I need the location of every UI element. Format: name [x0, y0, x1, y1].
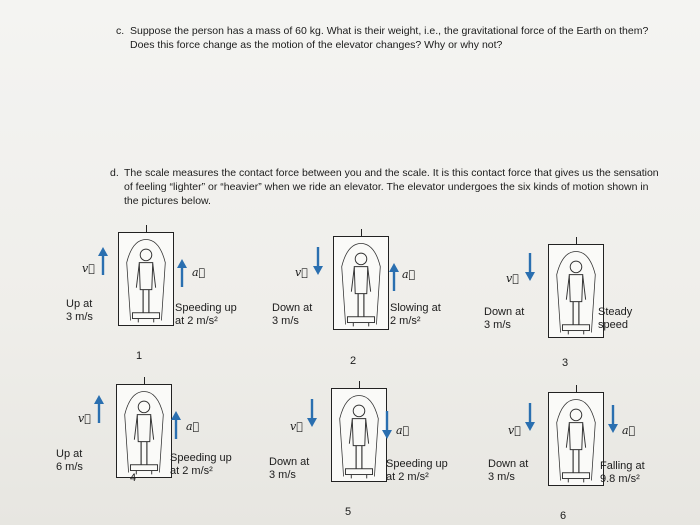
person-on-scale — [334, 237, 388, 329]
panel-number: 3 — [562, 357, 569, 369]
acceleration-label: Steady speed — [598, 306, 633, 331]
velocity-label: Down at 3 m/s — [484, 306, 525, 331]
question-c-text: Suppose the person has a mass of 60 kg. What is their weight, i.e., the gravitational force of the Earth on them? Does this force change as the motion of the elevator changes? Why or why not? — [130, 25, 649, 51]
elevator-cab — [548, 244, 604, 338]
velocity-label: Down at 3 m/s — [269, 456, 310, 481]
question-d-letter: d. — [110, 167, 119, 179]
panel-number: 2 — [350, 355, 357, 367]
elevator-cab — [116, 384, 172, 478]
velocity-symbol: v⃗ — [295, 266, 308, 279]
acceleration-symbol: a⃗ — [622, 424, 636, 437]
person-on-scale — [117, 385, 171, 477]
velocity-label: Up at 6 m/s — [56, 448, 83, 473]
acceleration-arrow-icon — [170, 410, 182, 440]
panel-number: 1 — [136, 350, 143, 362]
person-on-scale — [549, 245, 603, 337]
person-on-scale — [119, 233, 173, 325]
velocity-arrow-icon — [312, 246, 324, 276]
acceleration-symbol: a⃗ — [396, 424, 410, 437]
acceleration-arrow-icon — [176, 258, 188, 288]
elevator-cable — [576, 237, 577, 245]
elevator-cab — [331, 388, 387, 482]
question-c — [116, 24, 650, 52]
velocity-label: Down at 3 m/s — [272, 302, 313, 327]
panel-number: 6 — [560, 510, 567, 522]
acceleration-label: Slowing at 2 m/s² — [390, 302, 441, 327]
elevator-cable — [146, 225, 147, 233]
velocity-symbol: v⃗ — [508, 424, 521, 437]
acceleration-symbol: a⃗ — [402, 268, 416, 281]
acceleration-arrow-icon — [388, 262, 400, 292]
velocity-label: Down at 3 m/s — [488, 458, 529, 483]
elevator-cab — [118, 232, 174, 326]
panel-number: 4 — [130, 472, 137, 484]
question-d — [110, 166, 664, 208]
acceleration-arrow-icon — [381, 410, 393, 440]
acceleration-arrow-icon — [607, 404, 619, 434]
question-c-letter: c. — [116, 25, 125, 37]
velocity-arrow-icon — [97, 246, 109, 276]
acceleration-label: Falling at 9.8 m/s² — [600, 460, 645, 485]
person-on-scale — [332, 389, 386, 481]
velocity-arrow-icon — [524, 402, 536, 432]
velocity-symbol: v⃗ — [290, 420, 303, 433]
elevator-cable — [359, 381, 360, 389]
acceleration-label: Speeding up at 2 m/s² — [386, 458, 448, 483]
elevator-cab — [333, 236, 389, 330]
question-d-text: The scale measures the contact force between you and the scale. It is this contact force that gives us the sensation of feeling “lighter” or “heavier” when we ride an elevator. The elevator undergoes the six kinds of motion shown in the pictures below. — [124, 167, 659, 207]
panel-number: 5 — [345, 506, 352, 518]
velocity-arrow-icon — [93, 394, 105, 424]
velocity-symbol: v⃗ — [506, 272, 519, 285]
elevator-cab — [548, 392, 604, 486]
elevator-cable — [361, 229, 362, 237]
elevator-cable — [144, 377, 145, 385]
acceleration-symbol: a⃗ — [186, 420, 200, 433]
velocity-symbol: v⃗ — [82, 262, 95, 275]
acceleration-symbol: a⃗ — [192, 266, 206, 279]
acceleration-label: Speeding up at 2 m/s² — [170, 452, 232, 477]
person-on-scale — [549, 393, 603, 485]
velocity-symbol: v⃗ — [78, 412, 91, 425]
acceleration-label: Speeding up at 2 m/s² — [175, 302, 237, 327]
velocity-arrow-icon — [306, 398, 318, 428]
elevator-cable — [576, 385, 577, 393]
velocity-arrow-icon — [524, 252, 536, 282]
velocity-label: Up at 3 m/s — [66, 298, 93, 323]
